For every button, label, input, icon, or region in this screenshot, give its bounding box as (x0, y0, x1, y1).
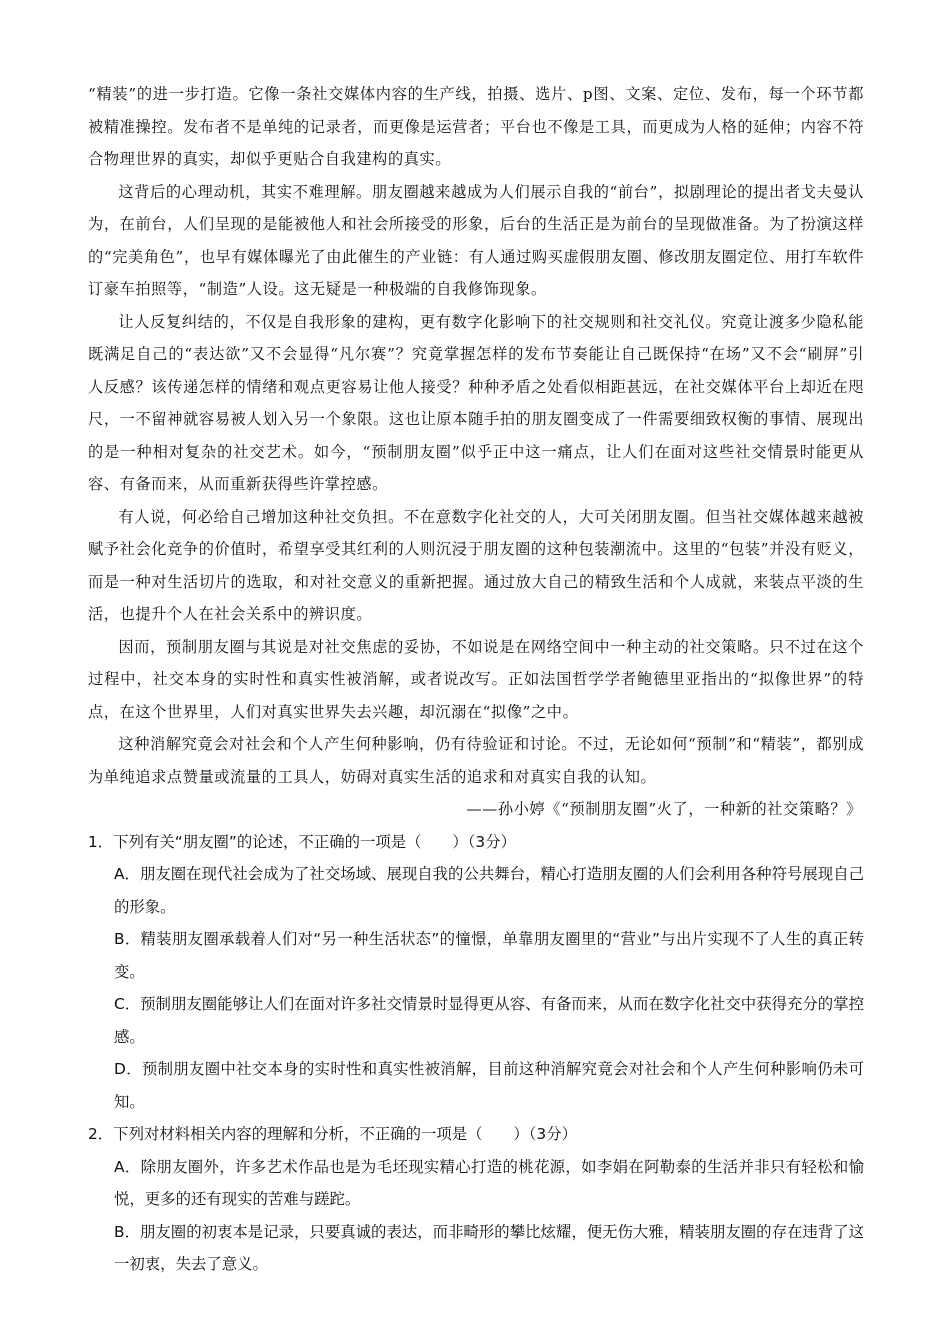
passage-source: ——孙小婷《“预制朋友圈”火了，一种新的社交策略？》 (466, 800, 862, 818)
question-1-option-a: A．朋友圈在现代社会成为了社交场域、展现自我的公共舞台，精心打造朋友圈的人们会利用各种符号展现自己的形象。 (114, 865, 864, 916)
question-1 (88, 826, 864, 1119)
passage-paragraph-1: “精装”的进一步打造。它像一条社交媒体内容的生产线，拍摄、选片、p图、文案、定位、发布，每一个环节都被精准操控。发布者不是单纯的记录者，而更像是运营者；平台也不像是工具，而更成为人格的延伸；内容不符合物理世界的真实，却似乎更贴合自我建构的真实。 (88, 85, 864, 168)
passage-paragraph-2: 这背后的心理动机，其实不难理解。朋友圈越来越成为人们展示自我的“前台”，拟剧理论的提出者戈夫曼认为，在前台，人们呈现的是能被他人和社会所接受的形象，后台的生活正是为前台的呈现做准备。为了扮演这样的“完美角色”，也早有媒体曝光了由此催生的产业链：有人通过购买虚假朋友圈、修改朋友圈定位、用打车软件订豪车拍照等，“制造”人设。这无疑是一种极端的自我修饰现象。 (88, 182, 864, 298)
question-2-option-b: B．朋友圈的初衷本是记录，只要真诚的表达，而非畸形的攀比炫耀，便无伤大雅，精装朋友圈的存在违背了这一初衷，失去了意义。 (114, 1222, 864, 1273)
passage-paragraph-3: 让人反复纠结的，不仅是自我形象的建构，更有数字化影响下的社交规则和社交礼仪。究竟让渡多少隐私能既满足自己的“表达欲”又不会显得“凡尔赛”？究竟掌握怎样的发布节奏能让自己既保持“在场”又不会“刷屏”引人反感？该传递怎样的情绪和观点更容易让他人接受？种种矛盾之处看似相距甚远，在社交媒体平台上却近在咫尺，一不留神就容易被人划入另一个象限。这也让原本随手拍的朋友圈变成了一件需要细致权衡的事情、展现出的是一种相对复杂的社交艺术。如今，“预制朋友圈”似乎正中这一痛点，让人们在面对这些社交情景时能更从容、有备而来，从而重新获得些许掌控感。 (88, 312, 864, 493)
question-2-stem: 2．下列对材料相关内容的理解和分析，不正确的一项是（ ）（3分） (88, 1125, 577, 1143)
question-2 (88, 1118, 864, 1281)
question-1-option-b: B．精装朋友圈承载着人们对“另一种生活状态”的憧憬，单靠朋友圈里的“营业”与出片实现不了人生的真正转变。 (114, 930, 864, 981)
document-page (88, 78, 864, 1281)
passage-paragraph-6: 这种消解究竟会对社会和个人产生何种影响，仍有待验证和讨论。不过，无论如何“预制”和“精装”，都别成为单纯追求点赞量或流量的工具人，妨碍对真实生活的追求和对真实自我的认知。 (88, 735, 864, 786)
passage-paragraph-4: 有人说，何必给自己增加这种社交负担。不在意数字化社交的人，大可关闭朋友圈。但当社交媒体越来越被赋予社会化竞争的价值时，希望享受其红利的人则沉浸于朋友圈的这种包装潮流中。这里的“包装”并没有贬义，而是一种对生活切片的选取，和对社交意义的重新把握。通过放大自己的精致生活和个人成就，来装点平淡的生活，也提升个人在社会关系中的辨识度。 (88, 507, 864, 623)
question-1-option-d: D．预制朋友圈中社交本身的实时性和真实性被消解，目前这种消解究竟会对社会和个人产生何种影响仍未可知。 (114, 1060, 864, 1111)
question-1-option-c: C．预制朋友圈能够让人们在面对许多社交情景时显得更从容、有备而来，从而在数字化社交中获得充分的掌控感。 (114, 995, 864, 1046)
question-2-option-a: A．除朋友圈外，许多艺术作品也是为毛坯现实精心打造的桃花源，如李娟在阿勒泰的生活并非只有轻松和愉悦，更多的还有现实的苦难与蹉跎。 (114, 1157, 864, 1208)
passage-paragraph-5: 因而，预制朋友圈与其说是对社交焦虑的妥协，不如说是在网络空间中一种主动的社交策略。只不过在这个过程中，社交本身的实时性和真实性被消解，或者说改写。正如法国哲学学者鲍德里亚指出的“拟像世界”的特点，在这个世界里，人们对真实世界失去兴趣，却沉溺在“拟像”之中。 (88, 637, 864, 721)
question-1-stem: 1．下列有关“朋友圈”的论述，不正确的一项是（ ）（3分） (88, 832, 516, 851)
